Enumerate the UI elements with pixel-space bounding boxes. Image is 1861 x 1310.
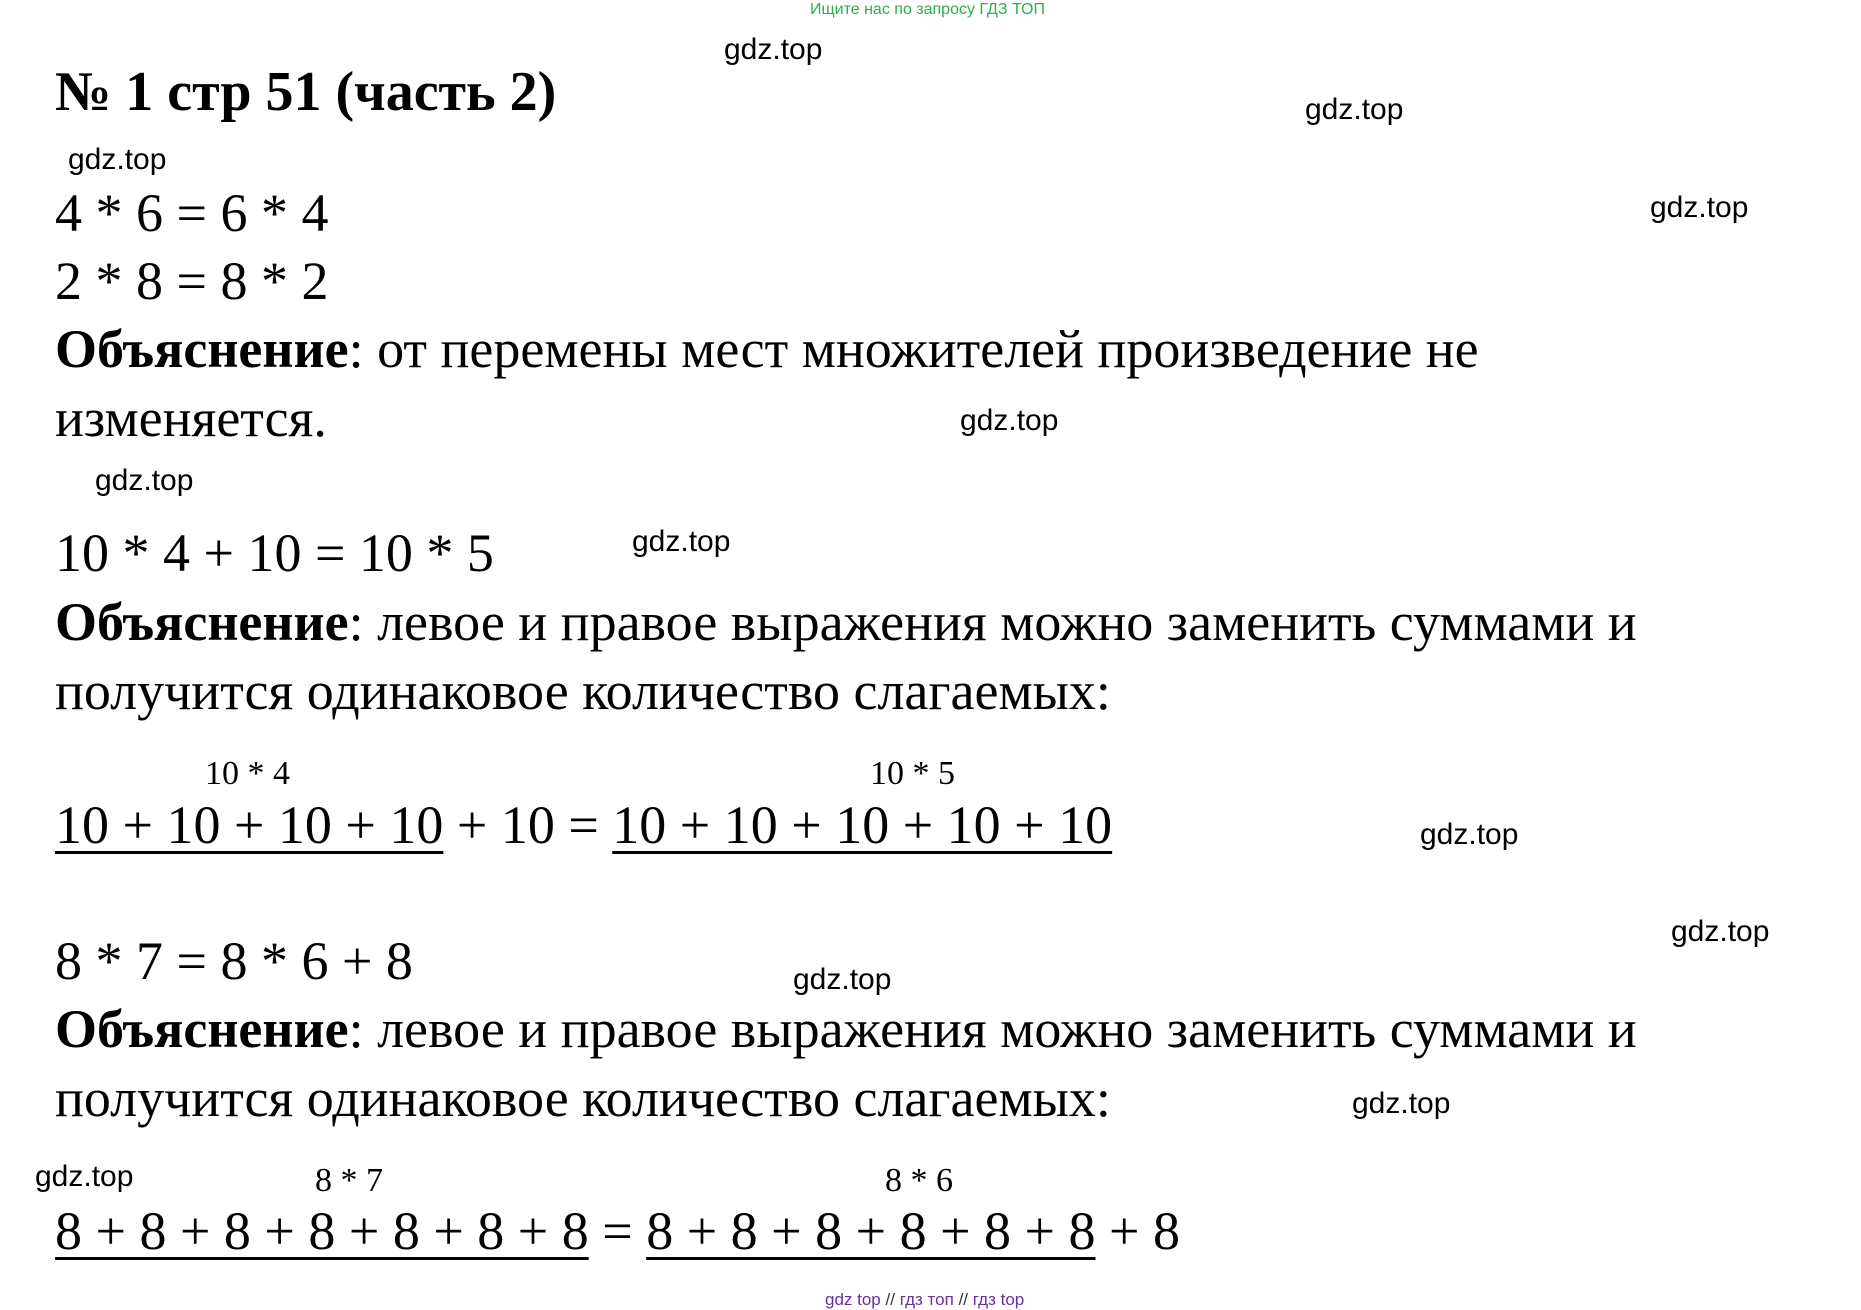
explanation-line: получится одинаковое количество слагаемых: [55,1068,1111,1128]
group-label: 10 * 4 [205,755,290,792]
explanation-line: получится одинаковое количество слагаемых: [55,661,1111,721]
watermark: gdz.top [1305,93,1404,126]
footer-links [825,1290,1024,1310]
explanation-label: Объяснение [55,592,349,652]
equation: 10 * 4 + 10 = 10 * 5 [55,523,494,583]
watermark: gdz.top [68,143,167,176]
watermark: gdz.top [724,33,823,66]
explanation-label: Объяснение [55,999,349,1059]
sum-equation [55,1201,1180,1261]
explanation-line: изменяется. [55,388,327,448]
sum-middle: + 10 = [443,795,613,855]
sum-middle: = [588,1201,647,1261]
explanation-label: Объяснение [55,319,349,379]
footer-link[interactable]: гдз top [972,1290,1025,1309]
grouped-sum: 8 + 8 + 8 + 8 + 8 + 8 + 8 [55,1201,589,1261]
explanation-line [55,999,1637,1059]
equation: 4 * 6 = 6 * 4 [55,183,329,243]
watermark: gdz.top [1671,915,1770,948]
group-label: 8 * 6 [885,1162,953,1199]
sum-equation [55,795,1113,855]
watermark: gdz.top [1650,191,1749,224]
watermark: gdz.top [1420,818,1519,851]
watermark: gdz.top [793,963,892,996]
equation: 8 * 7 = 8 * 6 + 8 [55,931,413,991]
grouped-sum: 10 + 10 + 10 + 10 + 10 [612,795,1113,855]
grouped-sum: 10 + 10 + 10 + 10 [55,795,444,855]
sum-tail: + 8 [1095,1201,1180,1261]
watermark: gdz.top [35,1160,134,1193]
watermark: gdz.top [95,464,194,497]
watermark: gdz.top [1352,1087,1451,1120]
grouped-sum: 8 + 8 + 8 + 8 + 8 + 8 [646,1201,1096,1261]
footer-separator: // [885,1290,895,1309]
explanation-line [55,319,1479,379]
group-label: 8 * 7 [315,1162,383,1199]
explanation-text: : от перемены мест множителей произведение не [348,319,1479,379]
footer-separator: // [958,1290,969,1309]
explanation-text: : левое и правое выражения можно заменить суммами и [348,999,1637,1059]
watermark: gdz.top [960,404,1059,437]
search-banner[interactable]: Ищите нас по запросу ГДЗ ТОП [810,1,1045,18]
footer-link[interactable]: gdz top [825,1290,881,1309]
group-label: 10 * 5 [870,755,955,792]
page-title: № 1 стр 51 (часть 2) [55,61,557,123]
footer-link[interactable]: гдз топ [899,1290,954,1309]
explanation-line [55,592,1637,652]
equation: 2 * 8 = 8 * 2 [55,251,329,311]
watermark: gdz.top [632,525,731,558]
explanation-text: : левое и правое выражения можно заменить суммами и [348,592,1637,652]
